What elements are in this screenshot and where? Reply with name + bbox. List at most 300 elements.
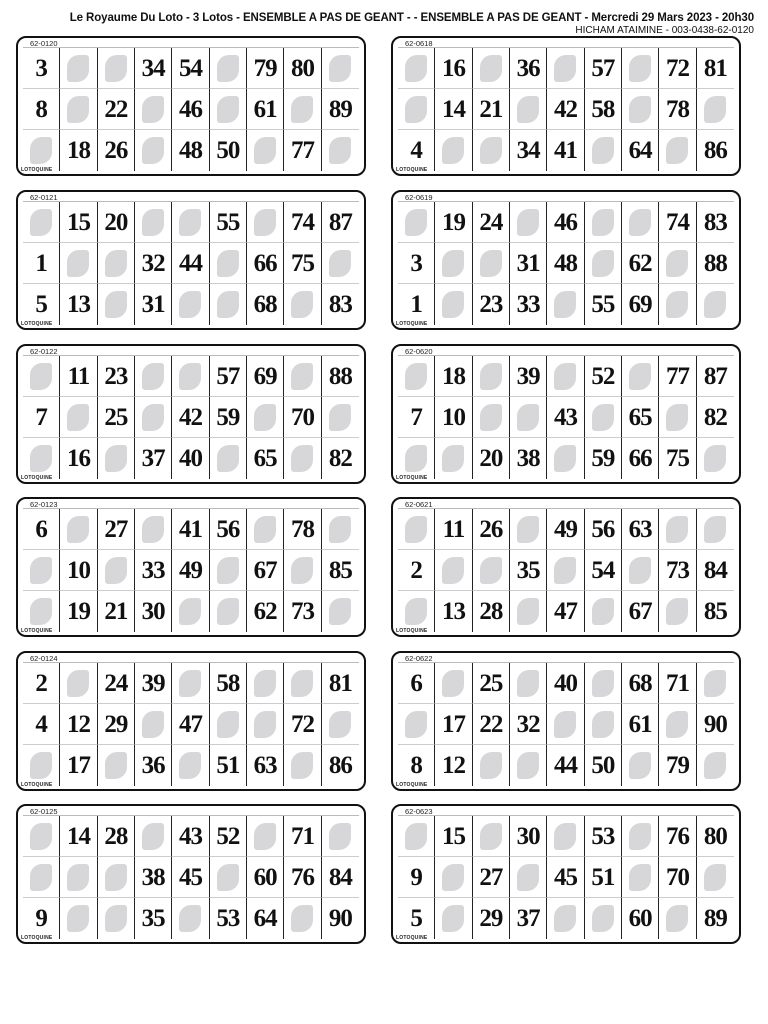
leaf-icon bbox=[480, 557, 502, 584]
blank-cell bbox=[622, 550, 659, 591]
number-cell: 82 bbox=[328, 445, 352, 472]
blank-cell bbox=[60, 857, 97, 898]
number-cell: 14 bbox=[435, 89, 472, 130]
number-cell: 66 bbox=[622, 438, 659, 479]
number-cell: 1 bbox=[398, 284, 435, 325]
blank-cell bbox=[98, 48, 135, 89]
leaf-icon bbox=[666, 137, 688, 164]
blank-cell bbox=[435, 857, 472, 898]
leaf-icon bbox=[291, 905, 313, 932]
leaf-icon bbox=[291, 291, 313, 318]
number-cell: 27 bbox=[473, 857, 510, 898]
loto-card bbox=[16, 497, 366, 637]
leaf-icon bbox=[480, 55, 502, 82]
leaf-icon bbox=[67, 905, 89, 932]
leaf-icon bbox=[30, 445, 52, 472]
number-cell: 51 bbox=[210, 745, 247, 786]
blank-cell bbox=[23, 816, 60, 857]
blank-cell bbox=[135, 356, 172, 397]
header-subtitle: HICHAM ATAIMINE - 003-0438-62-0120 bbox=[575, 25, 754, 36]
blank-cell bbox=[435, 663, 472, 704]
number-cell: 48 bbox=[172, 130, 209, 171]
number-cell: 29 bbox=[98, 704, 135, 745]
leaf-icon bbox=[254, 137, 276, 164]
leaf-icon bbox=[704, 864, 726, 891]
number-cell: 5 bbox=[23, 284, 60, 325]
blank-cell bbox=[98, 284, 135, 325]
number-cell: 58 bbox=[585, 89, 622, 130]
leaf-icon bbox=[142, 516, 164, 543]
leaf-icon bbox=[554, 291, 576, 318]
leaf-icon bbox=[105, 445, 127, 472]
number-cell: 39 bbox=[135, 663, 172, 704]
leaf-icon bbox=[30, 363, 52, 390]
leaf-icon bbox=[105, 291, 127, 318]
number-cell: 22 bbox=[473, 704, 510, 745]
blank-cell bbox=[510, 745, 547, 786]
number-cell: 90 bbox=[697, 704, 734, 745]
blank-cell bbox=[98, 857, 135, 898]
blank-cell bbox=[247, 202, 284, 243]
header-title: Le Royaume Du Loto - 3 Lotos - ENSEMBLE A PAS DE GEANT - - ENSEMBLE A PAS DE GEANT - Mercredi 29 Mars 2023 - 20h30 bbox=[69, 12, 754, 24]
leaf-icon bbox=[592, 250, 614, 277]
blank-cell bbox=[172, 591, 209, 632]
number-cell: 88 bbox=[322, 356, 359, 397]
number-cell: 78 bbox=[284, 509, 321, 550]
blank-cell bbox=[398, 438, 435, 479]
blank-cell bbox=[23, 356, 60, 397]
number-cell: 25 bbox=[473, 663, 510, 704]
number-cell: 7 bbox=[23, 397, 60, 438]
leaf-icon bbox=[67, 864, 89, 891]
blank-cell bbox=[697, 89, 734, 130]
blank-cell bbox=[547, 704, 584, 745]
blank-cell bbox=[547, 438, 584, 479]
leaf-icon bbox=[179, 363, 201, 390]
blank-cell bbox=[659, 591, 696, 632]
leaf-icon bbox=[666, 291, 688, 318]
leaf-icon bbox=[142, 363, 164, 390]
blank-cell bbox=[473, 243, 510, 284]
leaf-icon bbox=[629, 55, 651, 82]
blank-cell bbox=[585, 898, 622, 939]
blank-cell bbox=[473, 550, 510, 591]
brand-label: LOTOQUINE bbox=[21, 475, 53, 481]
number-cell: 15 bbox=[60, 202, 97, 243]
number-cell: 34 bbox=[135, 48, 172, 89]
blank-cell bbox=[210, 48, 247, 89]
leaf-icon bbox=[142, 137, 164, 164]
number-cell: 30 bbox=[135, 591, 172, 632]
leaf-icon bbox=[217, 598, 239, 625]
number-cell: 69 bbox=[622, 284, 659, 325]
number-cell: 76 bbox=[659, 816, 696, 857]
number-cell: 3 bbox=[23, 48, 60, 89]
number-cell: 33 bbox=[135, 550, 172, 591]
leaf-icon bbox=[291, 752, 313, 779]
number-cell: 83 bbox=[697, 202, 734, 243]
number-cell: 14 bbox=[60, 816, 97, 857]
loto-card bbox=[391, 36, 741, 176]
number-cell: 89 bbox=[703, 905, 727, 932]
blank-cell bbox=[510, 857, 547, 898]
leaf-icon bbox=[217, 291, 239, 318]
leaf-icon bbox=[179, 670, 201, 697]
number-cell: 17 bbox=[435, 704, 472, 745]
blank-cell bbox=[659, 130, 696, 171]
number-cell: 16 bbox=[435, 48, 472, 89]
number-cell: 57 bbox=[585, 48, 622, 89]
number-cell: 30 bbox=[510, 816, 547, 857]
leaf-icon bbox=[217, 864, 239, 891]
number-cell: 6 bbox=[398, 663, 435, 704]
blank-cell bbox=[172, 745, 209, 786]
number-cell: 77 bbox=[284, 130, 321, 171]
number-cell: 28 bbox=[98, 816, 135, 857]
leaf-icon bbox=[329, 55, 351, 82]
number-cell: 45 bbox=[172, 857, 209, 898]
blank-cell bbox=[60, 663, 97, 704]
leaf-icon bbox=[142, 711, 164, 738]
brand-label: LOTOQUINE bbox=[396, 782, 428, 788]
leaf-icon bbox=[67, 250, 89, 277]
blank-cell bbox=[435, 284, 472, 325]
blank-cell bbox=[398, 816, 435, 857]
number-cell: 63 bbox=[247, 745, 284, 786]
number-cell: 81 bbox=[322, 663, 359, 704]
leaf-icon bbox=[179, 291, 201, 318]
blank-cell bbox=[172, 284, 209, 325]
brand-label: LOTOQUINE bbox=[21, 628, 53, 634]
leaf-icon bbox=[329, 404, 351, 431]
leaf-icon bbox=[179, 598, 201, 625]
blank-cell bbox=[284, 663, 321, 704]
leaf-icon bbox=[666, 905, 688, 932]
leaf-icon bbox=[329, 823, 351, 850]
blank-cell bbox=[398, 591, 435, 632]
number-cell: 47 bbox=[547, 591, 584, 632]
number-cell: 20 bbox=[98, 202, 135, 243]
number-cell: 71 bbox=[284, 816, 321, 857]
blank-cell bbox=[547, 356, 584, 397]
leaf-icon bbox=[480, 363, 502, 390]
leaf-icon bbox=[405, 209, 427, 236]
number-cell: 68 bbox=[247, 284, 284, 325]
blank-cell bbox=[60, 397, 97, 438]
number-cell: 89 bbox=[322, 89, 359, 130]
number-cell: 53 bbox=[210, 898, 247, 939]
loto-card bbox=[391, 651, 741, 791]
blank-cell bbox=[284, 356, 321, 397]
number-cell: 47 bbox=[172, 704, 209, 745]
number-cell: 13 bbox=[435, 591, 472, 632]
blank-cell bbox=[659, 284, 696, 325]
number-cell: 86 bbox=[328, 752, 352, 779]
leaf-icon bbox=[291, 445, 313, 472]
number-cell: 34 bbox=[510, 130, 547, 171]
number-cell: 36 bbox=[510, 48, 547, 89]
number-cell: 88 bbox=[697, 243, 734, 284]
leaf-icon bbox=[217, 445, 239, 472]
number-cell: 16 bbox=[60, 438, 97, 479]
blank-cell bbox=[60, 243, 97, 284]
leaf-icon bbox=[592, 905, 614, 932]
number-cell: 78 bbox=[659, 89, 696, 130]
leaf-icon bbox=[629, 823, 651, 850]
blank-cell bbox=[322, 816, 359, 857]
number-cell: 9 bbox=[23, 898, 60, 939]
number-cell: 72 bbox=[284, 704, 321, 745]
leaf-icon bbox=[405, 823, 427, 850]
number-cell: 11 bbox=[435, 509, 472, 550]
number-cell: 66 bbox=[247, 243, 284, 284]
blank-cell bbox=[210, 591, 247, 632]
number-cell: 39 bbox=[510, 356, 547, 397]
blank-cell bbox=[98, 243, 135, 284]
number-cell: 73 bbox=[284, 591, 321, 632]
leaf-icon bbox=[329, 598, 351, 625]
leaf-icon bbox=[592, 137, 614, 164]
number-cell: 53 bbox=[585, 816, 622, 857]
blank-cell bbox=[473, 397, 510, 438]
leaf-icon bbox=[629, 752, 651, 779]
leaf-icon bbox=[291, 363, 313, 390]
card-grid bbox=[398, 815, 734, 939]
number-cell: 80 bbox=[697, 816, 734, 857]
leaf-icon bbox=[30, 598, 52, 625]
number-cell: 41 bbox=[172, 509, 209, 550]
leaf-icon bbox=[405, 711, 427, 738]
blank-cell bbox=[210, 857, 247, 898]
leaf-icon bbox=[30, 557, 52, 584]
leaf-icon bbox=[291, 557, 313, 584]
number-cell: 79 bbox=[247, 48, 284, 89]
leaf-icon bbox=[67, 96, 89, 123]
leaf-icon bbox=[67, 404, 89, 431]
number-cell: 37 bbox=[510, 898, 547, 939]
blank-cell bbox=[435, 438, 472, 479]
number-cell: 72 bbox=[659, 48, 696, 89]
brand-label: LOTOQUINE bbox=[21, 935, 53, 941]
leaf-icon bbox=[105, 250, 127, 277]
number-cell: 1 bbox=[23, 243, 60, 284]
card-id: 62-0124 bbox=[30, 654, 58, 663]
number-cell: 37 bbox=[135, 438, 172, 479]
leaf-icon bbox=[105, 55, 127, 82]
blank-cell bbox=[585, 591, 622, 632]
number-cell: 10 bbox=[435, 397, 472, 438]
blank-cell bbox=[585, 202, 622, 243]
loto-card bbox=[391, 344, 741, 484]
leaf-icon bbox=[254, 711, 276, 738]
number-cell: 15 bbox=[435, 816, 472, 857]
number-cell: 4 bbox=[398, 130, 435, 171]
blank-cell bbox=[98, 438, 135, 479]
leaf-icon bbox=[179, 209, 201, 236]
leaf-icon bbox=[442, 670, 464, 697]
blank-cell bbox=[547, 48, 584, 89]
loto-card bbox=[391, 804, 741, 944]
blank-cell bbox=[210, 438, 247, 479]
leaf-icon bbox=[480, 823, 502, 850]
number-cell: 56 bbox=[585, 509, 622, 550]
number-cell: 13 bbox=[60, 284, 97, 325]
blank-cell bbox=[60, 48, 97, 89]
number-cell: 8 bbox=[398, 745, 435, 786]
number-cell: 21 bbox=[473, 89, 510, 130]
number-cell: 48 bbox=[547, 243, 584, 284]
blank-cell bbox=[247, 704, 284, 745]
number-cell: 18 bbox=[435, 356, 472, 397]
number-cell: 65 bbox=[622, 397, 659, 438]
number-cell: 46 bbox=[172, 89, 209, 130]
blank-cell bbox=[622, 857, 659, 898]
leaf-icon bbox=[405, 363, 427, 390]
number-cell: 11 bbox=[60, 356, 97, 397]
number-cell: 46 bbox=[547, 202, 584, 243]
number-cell: 60 bbox=[622, 898, 659, 939]
number-cell: 68 bbox=[622, 663, 659, 704]
blank-cell bbox=[510, 591, 547, 632]
number-cell: 75 bbox=[284, 243, 321, 284]
number-cell: 79 bbox=[659, 745, 696, 786]
blank-cell bbox=[473, 356, 510, 397]
leaf-icon bbox=[517, 752, 539, 779]
leaf-icon bbox=[480, 404, 502, 431]
blank-cell bbox=[210, 89, 247, 130]
blank-cell bbox=[210, 550, 247, 591]
leaf-icon bbox=[517, 516, 539, 543]
number-cell: 74 bbox=[659, 202, 696, 243]
leaf-icon bbox=[30, 752, 52, 779]
loto-card bbox=[16, 190, 366, 330]
blank-cell bbox=[435, 550, 472, 591]
leaf-icon bbox=[67, 670, 89, 697]
card-grid bbox=[398, 47, 734, 171]
number-cell: 19 bbox=[60, 591, 97, 632]
blank-cell bbox=[284, 745, 321, 786]
leaf-icon bbox=[179, 752, 201, 779]
leaf-icon bbox=[517, 404, 539, 431]
leaf-icon bbox=[666, 711, 688, 738]
number-cell: 27 bbox=[98, 509, 135, 550]
number-cell: 67 bbox=[622, 591, 659, 632]
blank-cell bbox=[60, 898, 97, 939]
leaf-icon bbox=[105, 752, 127, 779]
number-cell: 29 bbox=[473, 898, 510, 939]
leaf-icon bbox=[666, 404, 688, 431]
card-grid bbox=[23, 508, 359, 632]
leaf-icon bbox=[704, 516, 726, 543]
card-id: 62-0620 bbox=[405, 347, 433, 356]
blank-cell bbox=[172, 663, 209, 704]
number-cell: 41 bbox=[547, 130, 584, 171]
brand-label: LOTOQUINE bbox=[396, 935, 428, 941]
number-cell: 62 bbox=[622, 243, 659, 284]
leaf-icon bbox=[517, 209, 539, 236]
number-cell: 54 bbox=[172, 48, 209, 89]
blank-cell bbox=[284, 284, 321, 325]
leaf-icon bbox=[480, 752, 502, 779]
number-cell: 40 bbox=[172, 438, 209, 479]
number-cell: 26 bbox=[98, 130, 135, 171]
blank-cell bbox=[322, 509, 359, 550]
number-cell: 4 bbox=[23, 704, 60, 745]
card-grid bbox=[398, 662, 734, 786]
number-cell: 26 bbox=[473, 509, 510, 550]
blank-cell bbox=[322, 130, 359, 171]
leaf-icon bbox=[217, 711, 239, 738]
blank-cell bbox=[622, 48, 659, 89]
leaf-icon bbox=[704, 670, 726, 697]
leaf-icon bbox=[254, 209, 276, 236]
leaf-icon bbox=[329, 516, 351, 543]
leaf-icon bbox=[704, 445, 726, 472]
leaf-icon bbox=[442, 557, 464, 584]
number-cell: 2 bbox=[398, 550, 435, 591]
leaf-icon bbox=[592, 209, 614, 236]
leaf-icon bbox=[442, 291, 464, 318]
blank-cell bbox=[210, 243, 247, 284]
blank-cell bbox=[135, 202, 172, 243]
card-id: 62-0622 bbox=[405, 654, 433, 663]
number-cell: 76 bbox=[284, 857, 321, 898]
leaf-icon bbox=[442, 905, 464, 932]
number-cell: 67 bbox=[247, 550, 284, 591]
blank-cell bbox=[247, 816, 284, 857]
number-cell: 52 bbox=[585, 356, 622, 397]
card-grid bbox=[23, 815, 359, 939]
number-cell: 32 bbox=[135, 243, 172, 284]
number-cell: 82 bbox=[697, 397, 734, 438]
number-cell: 62 bbox=[247, 591, 284, 632]
blank-cell bbox=[60, 89, 97, 130]
blank-cell bbox=[622, 356, 659, 397]
blank-cell bbox=[322, 704, 359, 745]
leaf-icon bbox=[217, 557, 239, 584]
number-cell: 35 bbox=[510, 550, 547, 591]
leaf-icon bbox=[666, 516, 688, 543]
number-cell: 12 bbox=[60, 704, 97, 745]
number-cell: 59 bbox=[210, 397, 247, 438]
loto-card bbox=[16, 36, 366, 176]
leaf-icon bbox=[442, 250, 464, 277]
number-cell: 50 bbox=[585, 745, 622, 786]
leaf-icon bbox=[30, 823, 52, 850]
number-cell: 31 bbox=[510, 243, 547, 284]
blank-cell bbox=[473, 130, 510, 171]
blank-cell bbox=[98, 550, 135, 591]
leaf-icon bbox=[217, 96, 239, 123]
number-cell: 22 bbox=[98, 89, 135, 130]
blank-cell bbox=[23, 745, 60, 786]
blank-cell bbox=[622, 745, 659, 786]
blank-cell bbox=[585, 130, 622, 171]
loto-card bbox=[16, 651, 366, 791]
blank-cell bbox=[510, 397, 547, 438]
blank-cell bbox=[284, 550, 321, 591]
leaf-icon bbox=[254, 404, 276, 431]
leaf-icon bbox=[217, 250, 239, 277]
blank-cell bbox=[135, 130, 172, 171]
leaf-icon bbox=[592, 598, 614, 625]
leaf-icon bbox=[554, 445, 576, 472]
blank-cell bbox=[697, 438, 734, 479]
number-cell: 59 bbox=[585, 438, 622, 479]
number-cell: 44 bbox=[172, 243, 209, 284]
number-cell: 65 bbox=[247, 438, 284, 479]
number-cell: 25 bbox=[98, 397, 135, 438]
